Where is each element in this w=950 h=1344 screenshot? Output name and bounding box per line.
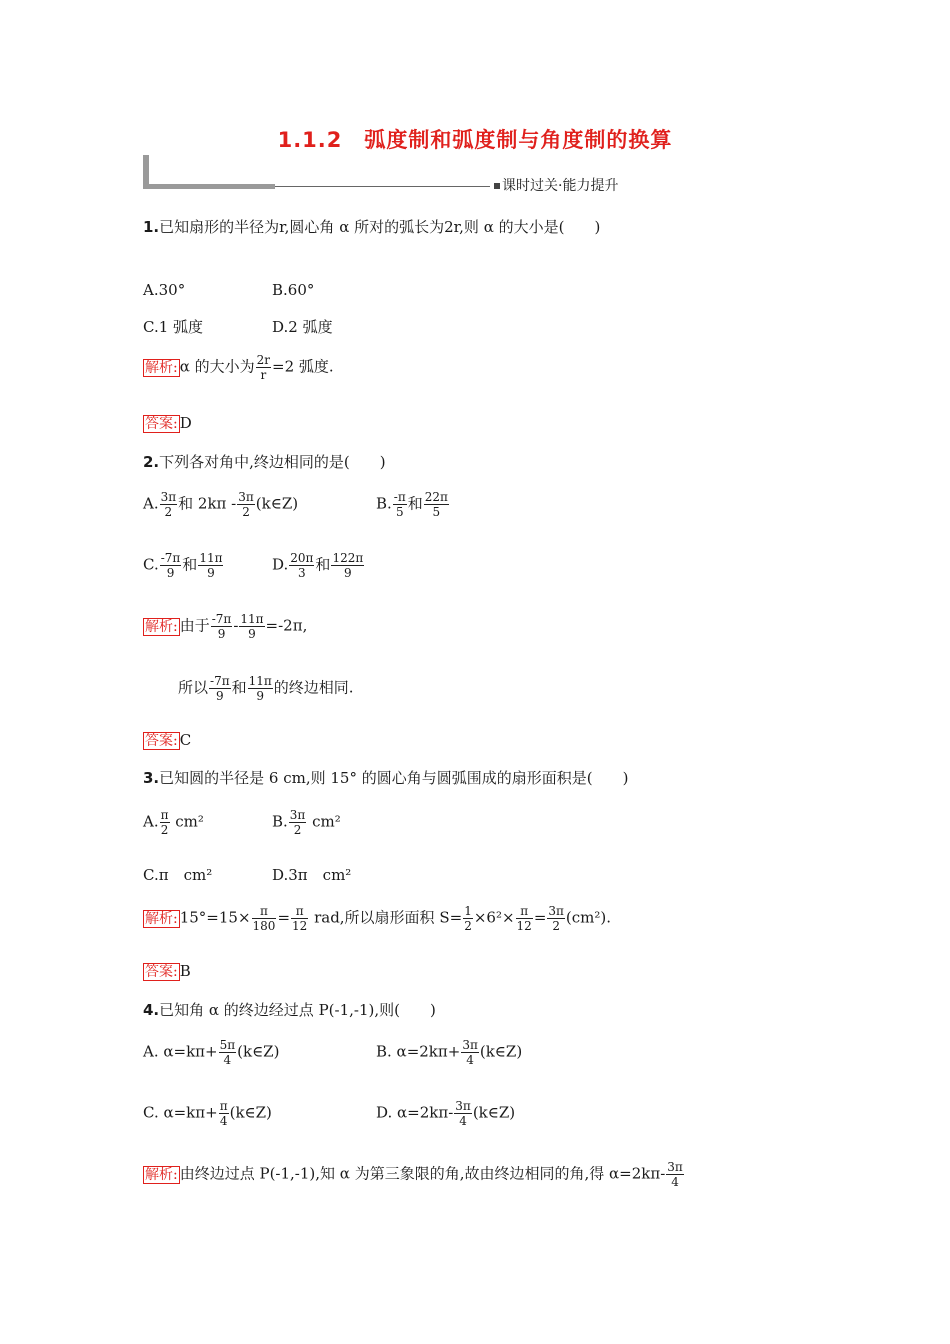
square-icon bbox=[494, 183, 500, 189]
q2-option-a: A. $\frac{3\pi}{2}$ 和 2kπ - $\frac{3\pi}{2}$ (k∈Z) bbox=[143, 490, 299, 519]
question-2: 2.下列各对角中,终边相同的是( ) bbox=[143, 453, 386, 471]
q3-option-c: C.π cm² bbox=[143, 866, 213, 884]
q2-answer: 答案: C bbox=[145, 731, 192, 749]
question-1: 1.已知扇形的半径为r,圆心角 α 所对的弧长为2r,则 α 的大小是( ) bbox=[143, 218, 601, 236]
q3-answer: 答案: B bbox=[145, 962, 191, 980]
section-bar-horizontal bbox=[143, 184, 275, 189]
q1-option-b: B.60° bbox=[272, 281, 315, 299]
q1-option-a: A.30° bbox=[143, 281, 186, 299]
q1-option-c: C.1 弧度 bbox=[143, 318, 204, 336]
question-3: 3.已知圆的半径是 6 cm,则 15° 的圆心角与圆弧围成的扇形面积是( ) bbox=[143, 769, 629, 787]
q2-analysis: 解析: 由于 $\frac{-7\pi}{9}$ - $\frac{11\pi}{9}$ =-2π, bbox=[145, 612, 308, 641]
section-rule bbox=[275, 186, 490, 187]
page-title: 1.1.2 弧度制和弧度制与角度制的换算 bbox=[277, 128, 673, 152]
q1-analysis: 解析: α 的大小为 $\frac{2r}{r}$ =2 弧度. bbox=[145, 353, 334, 382]
q4-option-a: A. α=kπ+ $\frac{5\pi}{4}$ (k∈Z) bbox=[143, 1038, 280, 1067]
q4-option-d: D. α=2kπ- $\frac{3\pi}{4}$ (k∈Z) bbox=[376, 1099, 516, 1128]
q1-option-d: D.2 弧度 bbox=[272, 318, 333, 336]
q4-option-b: B. α=2kπ+ $\frac{3\pi}{4}$ (k∈Z) bbox=[376, 1038, 523, 1067]
q4-option-c: C. α=kπ+ $\frac{\pi}{4}$ (k∈Z) bbox=[143, 1099, 272, 1128]
q3-option-a: A. $\frac{\pi}{2}$ cm² bbox=[143, 808, 204, 837]
q2-analysis-line2: 所以 $\frac{-7\pi}{9}$ 和 $\frac{11\pi}{9}$ 的终边相同. bbox=[178, 674, 354, 703]
section-tag: 课时过关·能力提升 bbox=[494, 175, 618, 195]
q3-analysis: 解析: 15°=15× $\frac{\pi}{180}$ = $\frac{\pi}{12}$ rad,所以扇形面积 S= $\frac{1}{2}$ ×6²× $\frac{\pi}{12}$ = $\frac{3\pi}{2}$ (cm²). bbox=[145, 904, 612, 933]
q2-option-d: D. $\frac{20\pi}{3}$ 和 $\frac{122\pi}{9}$ bbox=[272, 551, 364, 580]
q3-option-d: D.3π cm² bbox=[272, 866, 352, 884]
q3-option-b: B. $\frac{3\pi}{2}$ cm² bbox=[272, 808, 341, 837]
q1-answer: 答案: D bbox=[145, 414, 192, 432]
question-4: 4.已知角 α 的终边经过点 P(-1,-1),则( ) bbox=[143, 1001, 436, 1019]
q2-option-b: B. $\frac{-\pi}{5}$ 和 $\frac{22\pi}{5}$ bbox=[376, 490, 448, 519]
q2-option-c: C. $\frac{-7\pi}{9}$ 和 $\frac{11\pi}{9}$ bbox=[143, 551, 223, 580]
q4-analysis: 解析: 由终边过点 P(-1,-1),知 α 为第三象限的角,故由终边相同的角,得 α=2kπ- $\frac{3\pi}{4}$ bbox=[145, 1160, 683, 1189]
